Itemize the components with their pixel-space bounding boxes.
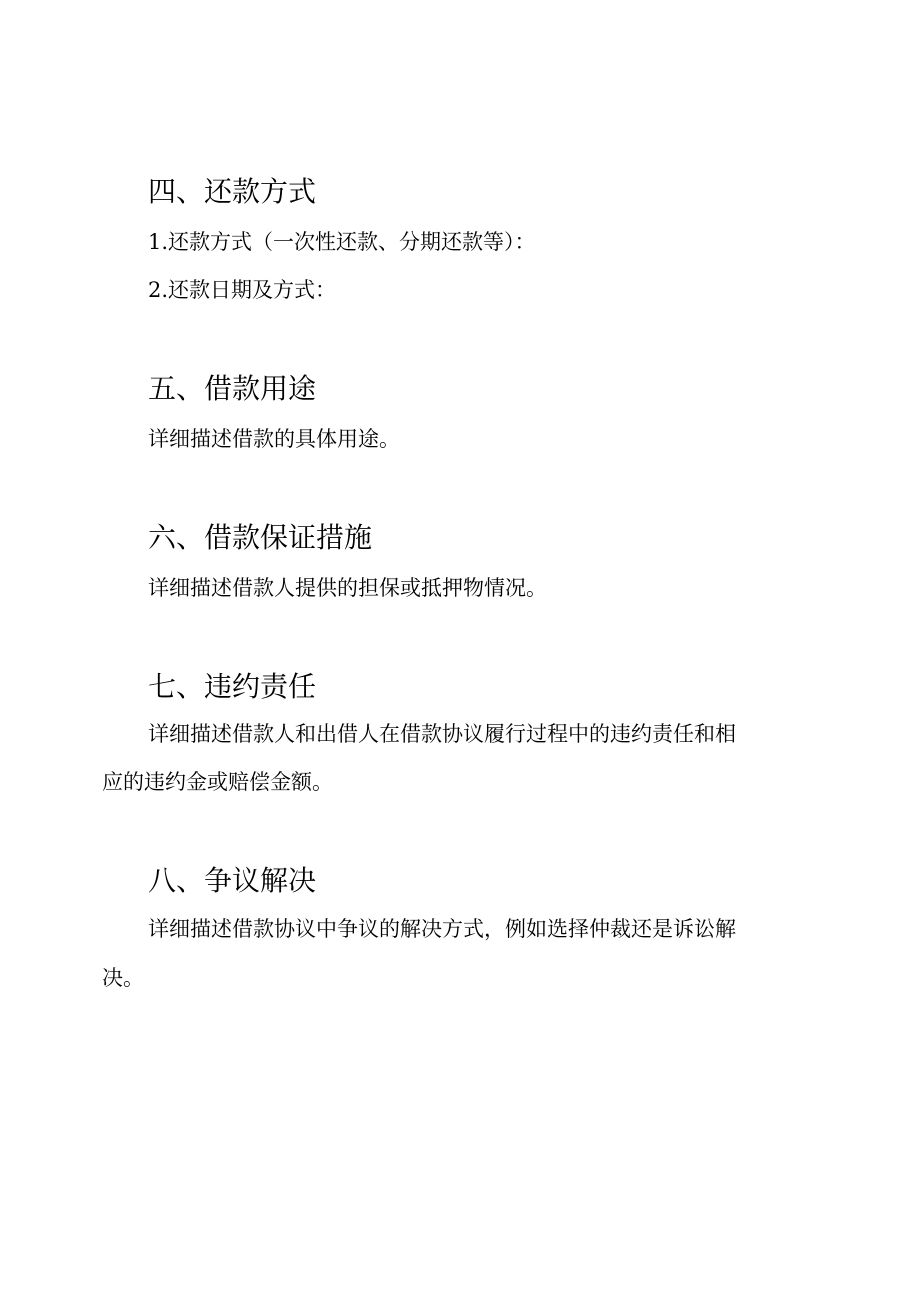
dispute-resolution-text-line-2: 决。 bbox=[102, 966, 144, 990]
section-heading-dispute-resolution: 八、争议解决 bbox=[148, 864, 317, 897]
section-heading-repayment-method: 四、还款方式 bbox=[148, 175, 317, 208]
repayment-method-line: 1.还款方式（一次性还款、分期还款等）： bbox=[148, 230, 536, 254]
loan-purpose-text: 详细描述借款的具体用途。 bbox=[148, 427, 400, 451]
guarantee-measures-text: 详细描述借款人提供的担保或抵押物情况。 bbox=[148, 576, 547, 600]
dispute-resolution-text-line-1: 详细描述借款协议中争议的解决方式，例如选择仲裁还是诉讼解 bbox=[148, 917, 736, 941]
section-heading-loan-purpose: 五、借款用途 bbox=[148, 372, 317, 405]
repayment-date-line: 2.还款日期及方式： bbox=[148, 278, 337, 302]
section-heading-guarantee-measures: 六、借款保证措施 bbox=[148, 521, 373, 554]
breach-liability-text-line-2: 应的违约金或赔偿金额。 bbox=[102, 770, 333, 794]
section-heading-breach-liability: 七、违约责任 bbox=[148, 670, 317, 703]
breach-liability-text-line-1: 详细描述借款人和出借人在借款协议履行过程中的违约责任和相 bbox=[148, 722, 736, 746]
